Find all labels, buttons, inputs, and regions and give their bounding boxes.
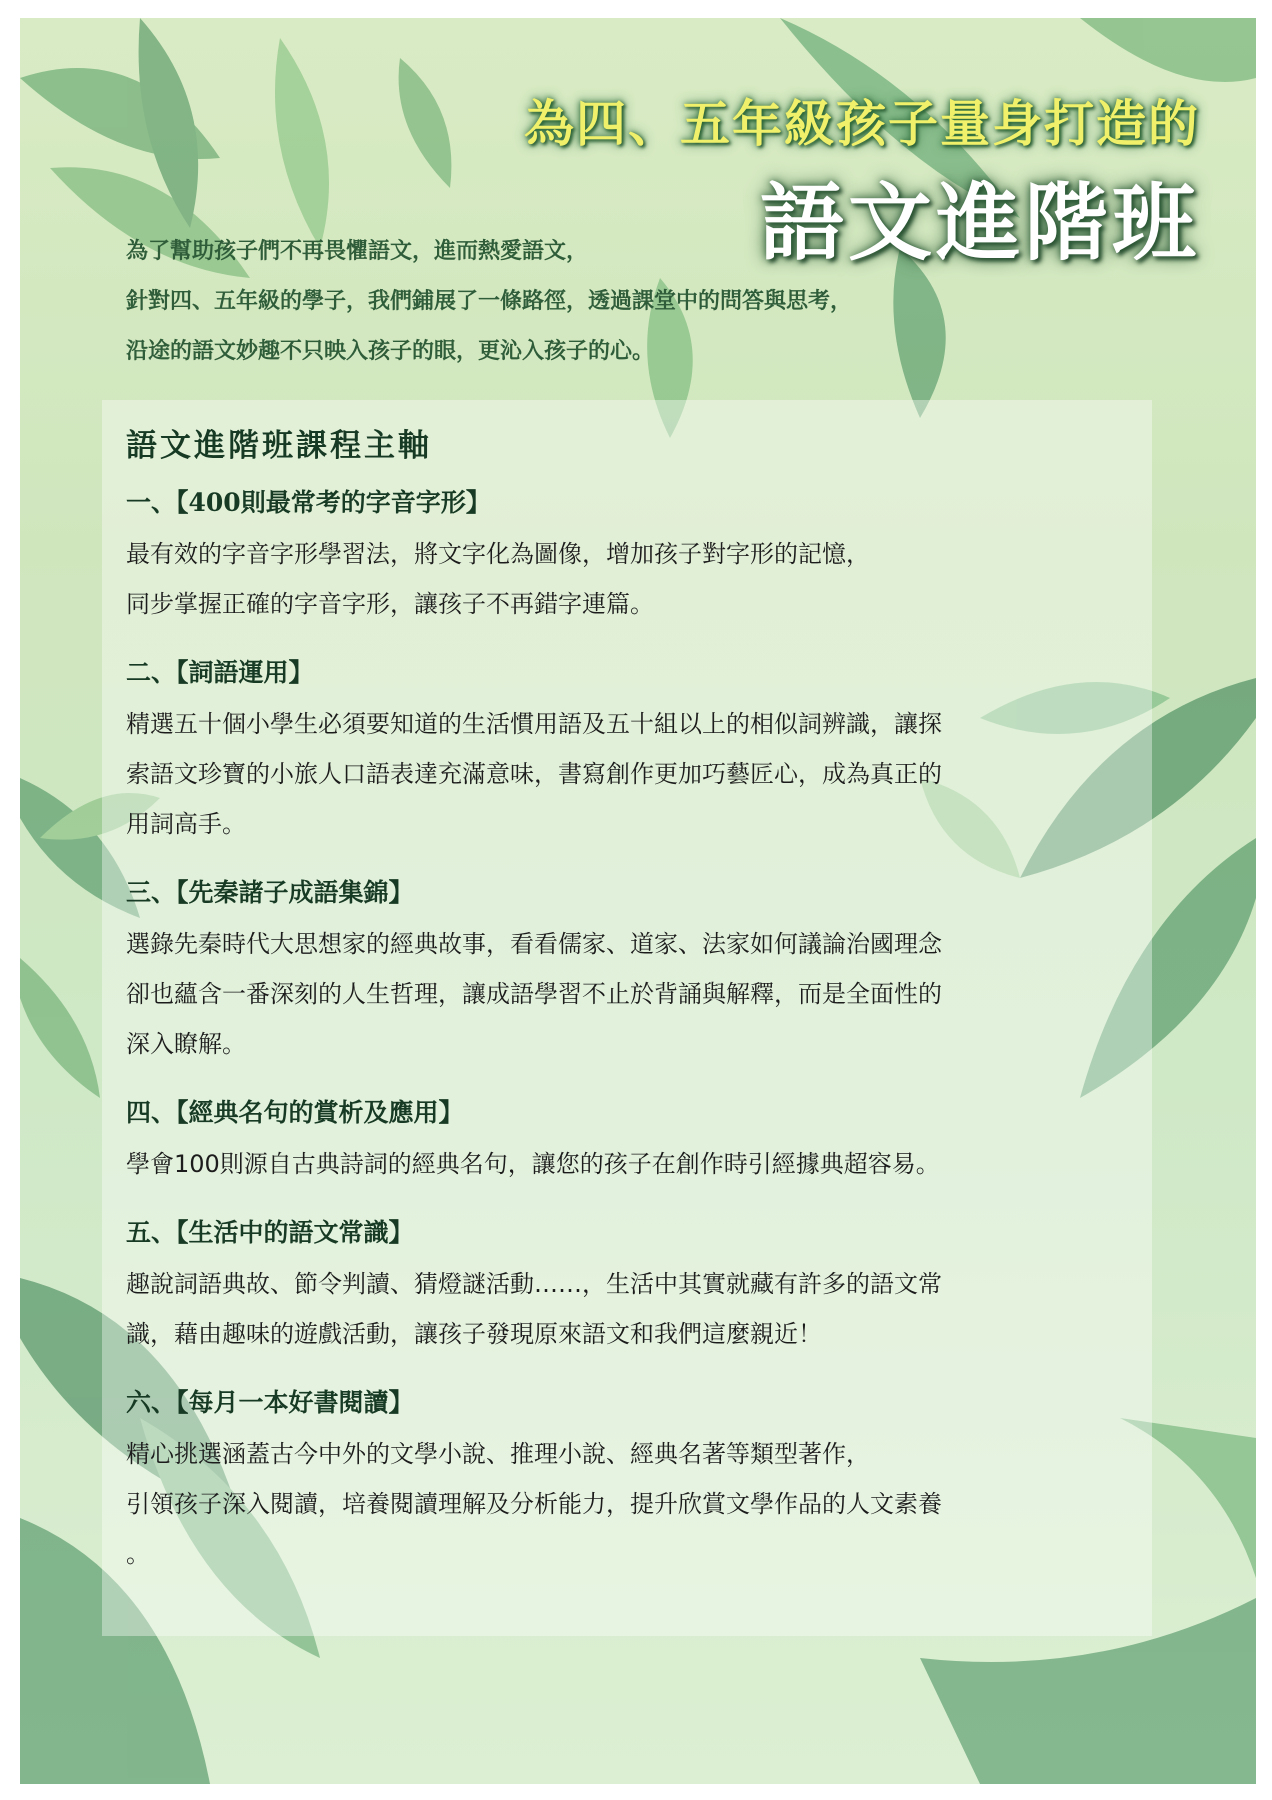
- body-line: 精心挑選涵蓋古今中外的文學小說、推理小說、經典名著等類型著作，: [126, 1440, 870, 1468]
- section-body: [126, 1259, 1138, 1359]
- section-number: 三、: [126, 878, 177, 907]
- course-content: [126, 420, 1138, 1603]
- course-section: [126, 1213, 1138, 1359]
- intro-text: [126, 226, 852, 376]
- section-body: [126, 699, 1138, 849]
- section-heading: [126, 1383, 1138, 1419]
- section-number: 二、: [126, 658, 177, 687]
- section-title: 【生活中的語文常識】: [176, 1218, 414, 1247]
- section-title: 【每月一本好書閱讀】: [176, 1388, 414, 1417]
- intro-line: 為了幫助孩子們不再畏懼語文，進而熱愛語文，: [126, 238, 589, 264]
- section-body: [126, 529, 1138, 629]
- header-title: 語文進階班: [759, 174, 1200, 272]
- section-heading: [126, 1213, 1138, 1249]
- body-line: 精選五十個小學生必須要知道的生活慣用語及五十組以上的相似詞辨識，讓探: [126, 710, 942, 738]
- body-line: 學會100則源自古典詩詞的經典名句，讓您的孩子在創作時引經據典超容易。: [126, 1150, 940, 1178]
- body-line: 趣說詞語典故、節令判讀、猜燈謎活動……，生活中其實就藏有許多的語文常: [126, 1270, 942, 1298]
- body-line: 用詞高手。: [126, 810, 246, 838]
- course-section: [126, 1383, 1138, 1579]
- body-line: 索語文珍寶的小旅人口語表達充滿意味，書寫創作更加巧藝匠心，成為真正的: [126, 760, 942, 788]
- section-body: [126, 1139, 1138, 1189]
- intro-line: 沿途的語文妙趣不只映入孩子的眼，更沁入孩子的心。: [126, 338, 655, 364]
- section-body: [126, 919, 1138, 1069]
- body-line: 最有效的字音字形學習法，將文字化為圖像，增加孩子對字形的記憶，: [126, 540, 870, 568]
- section-title: 【詞語運用】: [176, 658, 314, 687]
- intro-line: 針對四、五年級的學子，我們鋪展了一條路徑，透過課堂中的問答與思考，: [126, 288, 853, 314]
- section-heading: [126, 1093, 1138, 1129]
- body-line: 識，藉由趣味的遊戲活動，讓孩子發現原來語文和我們這麼親近！: [126, 1320, 822, 1348]
- section-title: 【先秦諸子成語集錦】: [176, 878, 414, 907]
- header-subtitle: 為四、五年級孩子量身打造的: [524, 95, 1200, 153]
- course-title: 語文進階班課程主軸: [126, 428, 432, 464]
- flyer-page: [20, 18, 1256, 1784]
- body-line: 引領孩子深入閱讀，培養閱讀理解及分析能力，提升欣賞文學作品的人文素養: [126, 1490, 942, 1518]
- course-section: [126, 1093, 1138, 1189]
- section-heading: [126, 483, 1138, 519]
- body-line: 。: [126, 1540, 150, 1568]
- body-line: 卻也蘊含一番深刻的人生哲理，讓成語學習不止於背誦與解釋，而是全面性的: [126, 980, 942, 1008]
- course-section: [126, 653, 1138, 849]
- course-section: [126, 483, 1138, 629]
- body-line: 選錄先秦時代大思想家的經典故事，看看儒家、道家、法家如何議論治國理念: [126, 930, 942, 958]
- section-body: [126, 1429, 1138, 1579]
- section-number: 五、: [126, 1218, 177, 1247]
- section-title: 【經典名句的賞析及應用】: [176, 1098, 464, 1127]
- section-number: 一、: [126, 488, 177, 517]
- section-number: 四、: [126, 1098, 177, 1127]
- body-line: 深入瞭解。: [126, 1030, 246, 1058]
- section-heading: [126, 653, 1138, 689]
- course-section: [126, 873, 1138, 1069]
- section-number: 六、: [126, 1388, 177, 1417]
- section-title: 【400則最常考的字音字形】: [176, 488, 491, 517]
- body-line: 同步掌握正確的字音字形，讓孩子不再錯字連篇。: [126, 590, 654, 618]
- section-heading: [126, 873, 1138, 909]
